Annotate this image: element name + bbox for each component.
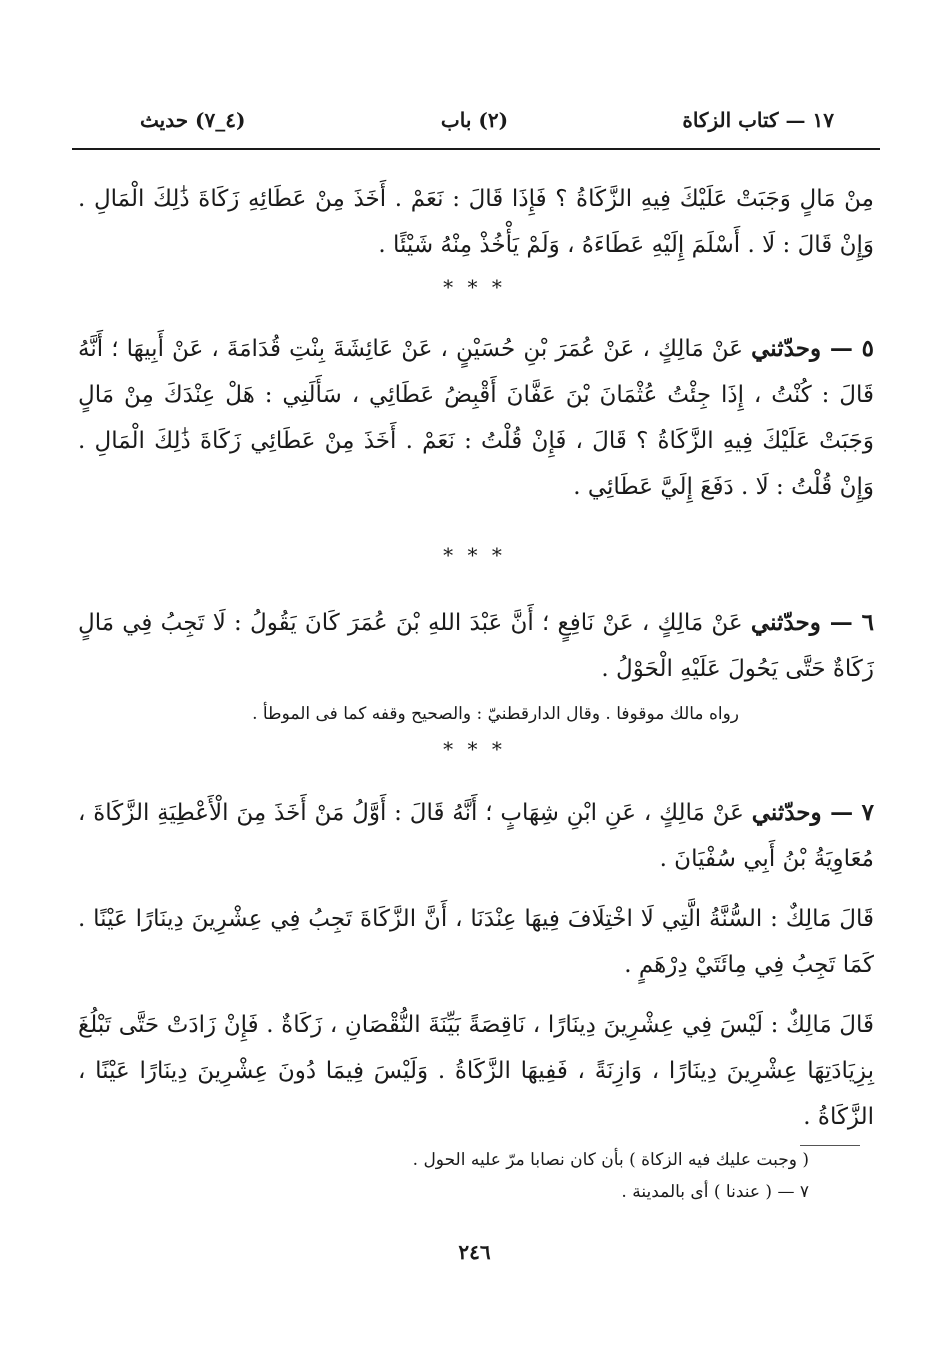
footnote-divider — [800, 1145, 860, 1146]
footnote-1: ( وجبت عليك فيه الزكاة ) بأن كان نصابا مرّ عليه الحول . — [412, 1150, 809, 1170]
section-separator-stars: * * * — [443, 543, 506, 567]
running-header-hadith-range: (٤_٧) حديث — [140, 108, 246, 132]
footnote-2: ٧ — ( عندنا ) أى بالمدينة . — [621, 1182, 809, 1202]
hadith-6-text: عَنْ مَالِكٍ ، عَنْ نَافِعٍ ؛ أَنَّ عَبْدَ اللهِ بْنَ عُمَرَ كَانَ يَقُولُ : لَا تَجِبُ فِي مَالٍ زَكَاةٌ حَتَّى يَحُولَ عَلَيْهِ الْحَوْلُ . — [78, 610, 874, 682]
page-number: ٢٤٦ — [458, 1240, 491, 1264]
hadith-5-lead: ٥ — وحدّثني — [751, 335, 874, 362]
section-separator-stars: * * * — [443, 275, 506, 299]
hadith-7 — [78, 790, 874, 882]
hadith-5 — [78, 326, 874, 510]
hadith-5-text: عَنْ مَالِكٍ ، عَنْ عُمَرَ بْنِ حُسَيْنٍ ، عَنْ عَائِشَةَ بِنْتِ قُدَامَةَ ، عَنْ أَبِيهَا ؛ أَنَّهُ قَالَ : كُنْتُ ، إِذَا جِئْتُ عُثْمَانَ بْنَ عَفَّانَ أَقْبِضُ عَطَائِي ، سَأَلَنِي : هَلْ عِنْدَكَ مِنْ مَالٍ وَجَبَتْ عَلَيْكَ فِيهِ الزَّكَاةُ ؟ قَالَ ، فَإِنْ قُلْتُ : نَعَمْ . أَخَذَ مِنْ عَطَائِي زَكَاةَ ذَٰلِكَ الْمَالِ . وَإِنْ قُلْتُ : لَا . دَفَعَ إِلَيَّ عَطَائِي . — [78, 336, 874, 500]
section-separator-stars: * * * — [443, 737, 506, 761]
header-divider — [72, 148, 880, 150]
hadith-7-text: عَنْ مَالِكٍ ، عَنِ ابْنِ شِهَابٍ ؛ أَنَّهُ قَالَ : أَوَّلُ مَنْ أَخَذَ مِنَ الْأَعْطِيَةِ الزَّكَاةَ ، مُعَاوِيَةُ بْنُ أَبِي سُفْيَانَ . — [78, 800, 874, 872]
malik-saying-1: قَالَ مَالِكٌ : السُّنَّةُ الَّتِي لَا اخْتِلَافَ فِيهَا عِنْدَنَا ، أَنَّ الزَّكَاةَ تَجِبُ فِي عِشْرِينَ دِينَارًا عَيْنًا . كَمَا تَجِبُ فِي مِائَتَيْ دِرْهَمٍ . — [78, 906, 874, 978]
hadith-6-note: رواه مالك موقوفا . وقال الدارقطنيّ : والصحيح وقفه كما فى الموطأ . — [252, 704, 739, 724]
running-header-book-title: ١٧ — كتاب الزكاة — [682, 108, 834, 132]
malik-saying-2: قَالَ مَالِكٌ : لَيْسَ فِي عِشْرِينَ دِينَارًا ، نَاقِصَةً بَيِّنَةَ النُّقْصَانِ ، زَكَاةٌ . فَإِنْ زَادَتْ حَتَّى تَبْلُغَ بِزِيَادَتِهَا عِشْرِينَ دِينَارًا ، وَازِنَةً ، فَفِيهَا الزَّكَاةُ . وَلَيْسَ فِيمَا دُونَ عِشْرِينَ دِينَارًا عَيْنًا ، الزَّكَاةُ . — [78, 1012, 874, 1130]
running-header-chapter: (٢) باب — [440, 108, 509, 132]
paragraph-continuation: مِنْ مَالٍ وَجَبَتْ عَلَيْكَ فِيهِ الزَّكَاةُ ؟ فَإِذَا قَالَ : نَعَمْ . أَخَذَ مِنْ عَطَائِهِ زَكَاةَ ذَٰلِكَ الْمَالِ . وَإِنْ قَالَ : لَا . أَسْلَمَ إِلَيْهِ عَطَاءَهُ ، وَلَمْ يَأْخُذْ مِنْهُ شَيْئًا . — [78, 186, 874, 258]
hadith-6 — [78, 600, 874, 692]
hadith-6-lead: ٦ — وحدّثني — [750, 609, 875, 636]
hadith-7-lead: ٧ — وحدّثني — [751, 799, 875, 826]
